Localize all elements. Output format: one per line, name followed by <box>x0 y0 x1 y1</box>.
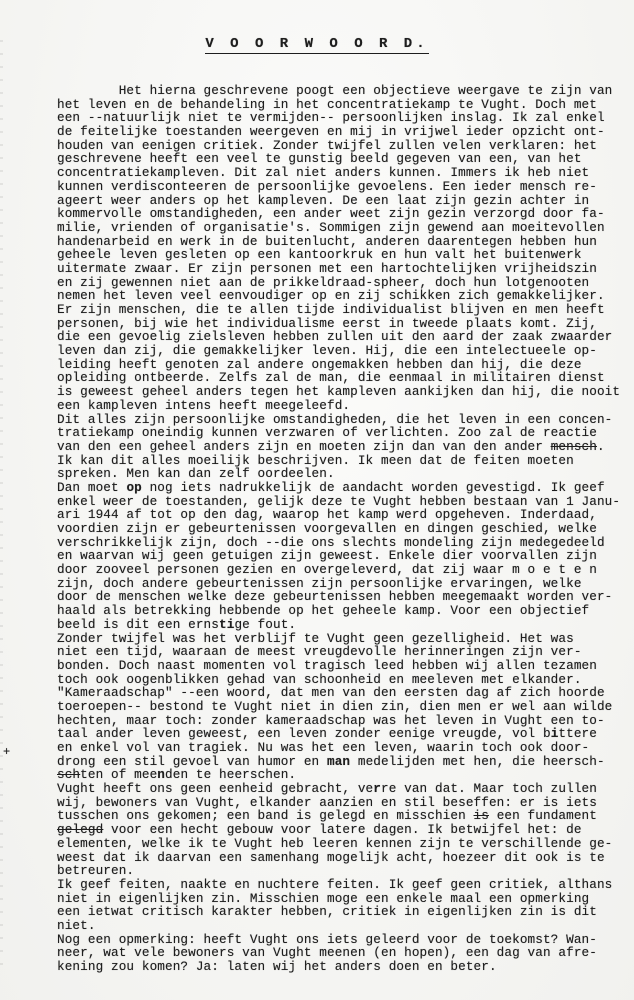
text-line: verschrikkelijk zijn, doch --die ons slechts mondeling zijn medegedeeld <box>57 534 605 550</box>
text-line: houden van eenigen critiek. Zonder twijfel zullen velen verklaren: het <box>57 137 597 153</box>
text-line: tratiekamp oneindig kunnen verzwaren of verlichten. Zoo zal de reactie <box>57 425 597 441</box>
text-line: Dan moet op nog iets nadrukkelijk de aandacht worden gevestigd. Ik geef <box>57 479 605 495</box>
text-line: spreken. Men kan dan zelf oordeelen. <box>57 466 335 482</box>
text-line: neer, wat vele bewoners van Vught meenen (en hopen), een dag van afre- <box>57 945 597 961</box>
text-line: een kampleven intens heeft meegeleefd. <box>57 397 351 413</box>
text-line: de feitelijke toestanden weergeven en mij in vrijwel ieder opzicht ont- <box>57 124 605 140</box>
text-line: door zooveel personen gezien en overgeleverd, dat zij waar m o e t e n <box>57 562 597 578</box>
text-line: geheele leven gesleten op een kantoorkruk en hun valt het buitenwerk <box>57 247 582 263</box>
text-line: ari 1944 af tot op den dag, waarop het kamp werd opgeheven. Inderdaad, <box>57 507 597 523</box>
page-title-text: V O O R W O O R D. <box>205 36 429 52</box>
text-line: niet. <box>57 917 96 933</box>
text-line: Ik kan dit alles moeilijk beschrijven. Ik meen dat de feiten moeten <box>57 452 574 468</box>
text-line: gelegd voor een hecht gebouw voor latere dagen. Ik betwijfel het: de <box>57 822 582 838</box>
text-line: "Kameraadschap" --een woord, dat men van den eersten dag af zich hoorde <box>57 685 605 701</box>
text-line: kommervolle omstandigheden, een ander weet zijn gezin verzorgd door fa- <box>57 206 605 222</box>
text-line: ageert weer anders op het kampleven. De een laat zijn gezin achter in <box>57 192 590 208</box>
text-line: bonden. Doch naast momenten vol tragisch leed hebben wij allen tezamen <box>57 657 597 673</box>
text-line: beeld is dit een ernstige fout. <box>57 616 297 632</box>
text-line: kunnen verdisconteeren de persoonlijke gevoelens. Een ieder mensch re- <box>57 178 597 194</box>
text-line: tusschen ons gekomen; een band is gelegd en misschien is een fundament <box>57 808 597 824</box>
text-line: betreuren. <box>57 863 135 879</box>
text-line: kening zou komen? Ja: laten wij het anders doen en beter. <box>57 959 497 974</box>
text-line: uitermate zwaar. Er zijn personen met een hartochtelijken vrijheidszin <box>57 260 597 276</box>
text-line: toch ook oogenblikken gehad van schoonheid en meeleven met elkander. <box>57 671 582 687</box>
text-line: schten of meenden te heerschen. <box>57 767 297 783</box>
margin-annotation: + <box>3 745 11 759</box>
text-line: niet in eigenlijken zin. Misschien moge een enkele maal een opmerking <box>57 890 590 906</box>
text-line: is geweest geheel anders tegen het kampleven aankijken dan hij, die nooit <box>57 384 621 400</box>
text-line: Het hierna geschrevene poogt een objectieve weergave te zijn van <box>57 83 613 98</box>
text-line: Zonder twijfel was het verblijf te Vught geen gezelligheid. Het was <box>57 630 574 646</box>
text-line: een ietwat critisch karakter hebben, critiek in eigenlijken zin is dit <box>57 904 597 920</box>
document-body <box>0 84 634 974</box>
text-line: enkel weer de toestanden, gelijk deze te Vught hebben bestaan van 1 Janu- <box>57 493 621 509</box>
text-line: Ik geef feiten, naakte en nuchtere feiten. Ik geef geen critiek, althans <box>57 876 613 892</box>
text-line: het leven en de behandeling in het concentratiekamp te Vught. Doch met <box>57 96 597 112</box>
text-line: Er zijn menschen, die te allen tijde individualist blijven en men heeft <box>57 302 605 317</box>
text-line: van den een geheel anders zijn en moeten zijn dan van den ander mensch. <box>57 438 605 454</box>
text-line: die een gevoelig zielsleven hebben zullen uit den aard der zaak zwaarder <box>57 329 613 345</box>
text-line: wij, bewoners van Vught, elkander aanzien en stil beseffen: er is iets <box>57 794 597 810</box>
text-line: voordien zijn er gebeurtenissen voorgevallen en dingen geschied, welke <box>57 521 597 536</box>
text-line: een --natuurlijk niet te vermijden-- persoonlijken inslag. Ik zal enkel <box>57 110 605 126</box>
text-line: nemen het leven veel eenvoudiger op en zij schikken zich gemakkelijker. <box>57 288 605 304</box>
text-line: weest dat ik daarvan een samenhang mogelijk acht, hoezeer dit ook is te <box>57 849 605 865</box>
text-line: concentratiekampleven. Dit zal niet anders kunnen. Immers ik heb niet <box>57 165 590 181</box>
text-line: haald als betrekking hebbende op het geheele kamp. Voor een objectief <box>57 603 590 619</box>
text-line: Nog een opmerking: heeft Vught ons iets geleerd voor de toekomst? Wan- <box>57 931 597 947</box>
text-line: en waarvan wij geen getuigen zijn geweest. Enkele dier voorvallen zijn <box>57 548 597 564</box>
text-line: en enkel vol van tragiek. Nu was het een leven, waarin toch ook door- <box>57 740 590 755</box>
text-line: leven dan zij, die gemakkelijker leven. Hij, die een intelectueele op- <box>57 343 597 359</box>
text-line: opleiding ontbeerde. Zelfs zal de man, die eenmaal in militairen dienst <box>57 370 605 386</box>
page-title <box>0 36 634 52</box>
text-line: personen, bij wie het individualisme eerst in tweede plaats komt. Zij, <box>57 315 597 331</box>
text-line: milie, vrienden of organisatie's. Sommigen zijn gewend aan moeitevollen <box>57 219 605 235</box>
text-line: taal ander leven geweest, een leven zonder eenige vreugde, vol bittere <box>57 726 597 742</box>
text-line: Dit alles zijn persoonlijke omstandigheden, die het leven in een concen- <box>57 411 613 427</box>
text-line: hechten, maar toch: zonder kameraadschap was het leven in Vught een to- <box>57 712 605 728</box>
text-line: Vught heeft ons geen eenheid gebracht, verre van dat. Maar toch zullen <box>57 781 597 797</box>
text-line: geschrevene heeft een veel te gunstig beeld gegeven van een, van het <box>57 151 582 167</box>
text-line: door de menschen welke deze gebeurtenissen hebben meegemaakt worden ver- <box>57 589 613 605</box>
text-line: toeroepen-- bestond te Vught niet in dien zin, dien men er wel aan wilde <box>57 698 613 714</box>
text-line: zijn, doch andere gebeurtenissen zijn persoonlijke ervaringen, welke <box>57 575 582 591</box>
text-line: leiding heeft genoten zal andere ongemakken hebben dan hij, die deze <box>57 356 582 372</box>
text-line: niet een tijd, waaraan de meest vreugdevolle herinneringen zijn ver- <box>57 644 582 660</box>
text-line: handenarbeid en werk in de buitenlucht, anderen daarentegen hebben hun <box>57 233 597 249</box>
text-line: en zij gewennen niet aan de prikkeldraad-spheer, doch hun lotgenooten <box>57 274 590 290</box>
text-line: elementen, welke ik te Vught heb leeren kennen zijn te verschillende ge- <box>57 835 613 851</box>
text-line: drong een stil gevoel van humor en man medelijden met hen, die heersch- <box>57 753 605 769</box>
